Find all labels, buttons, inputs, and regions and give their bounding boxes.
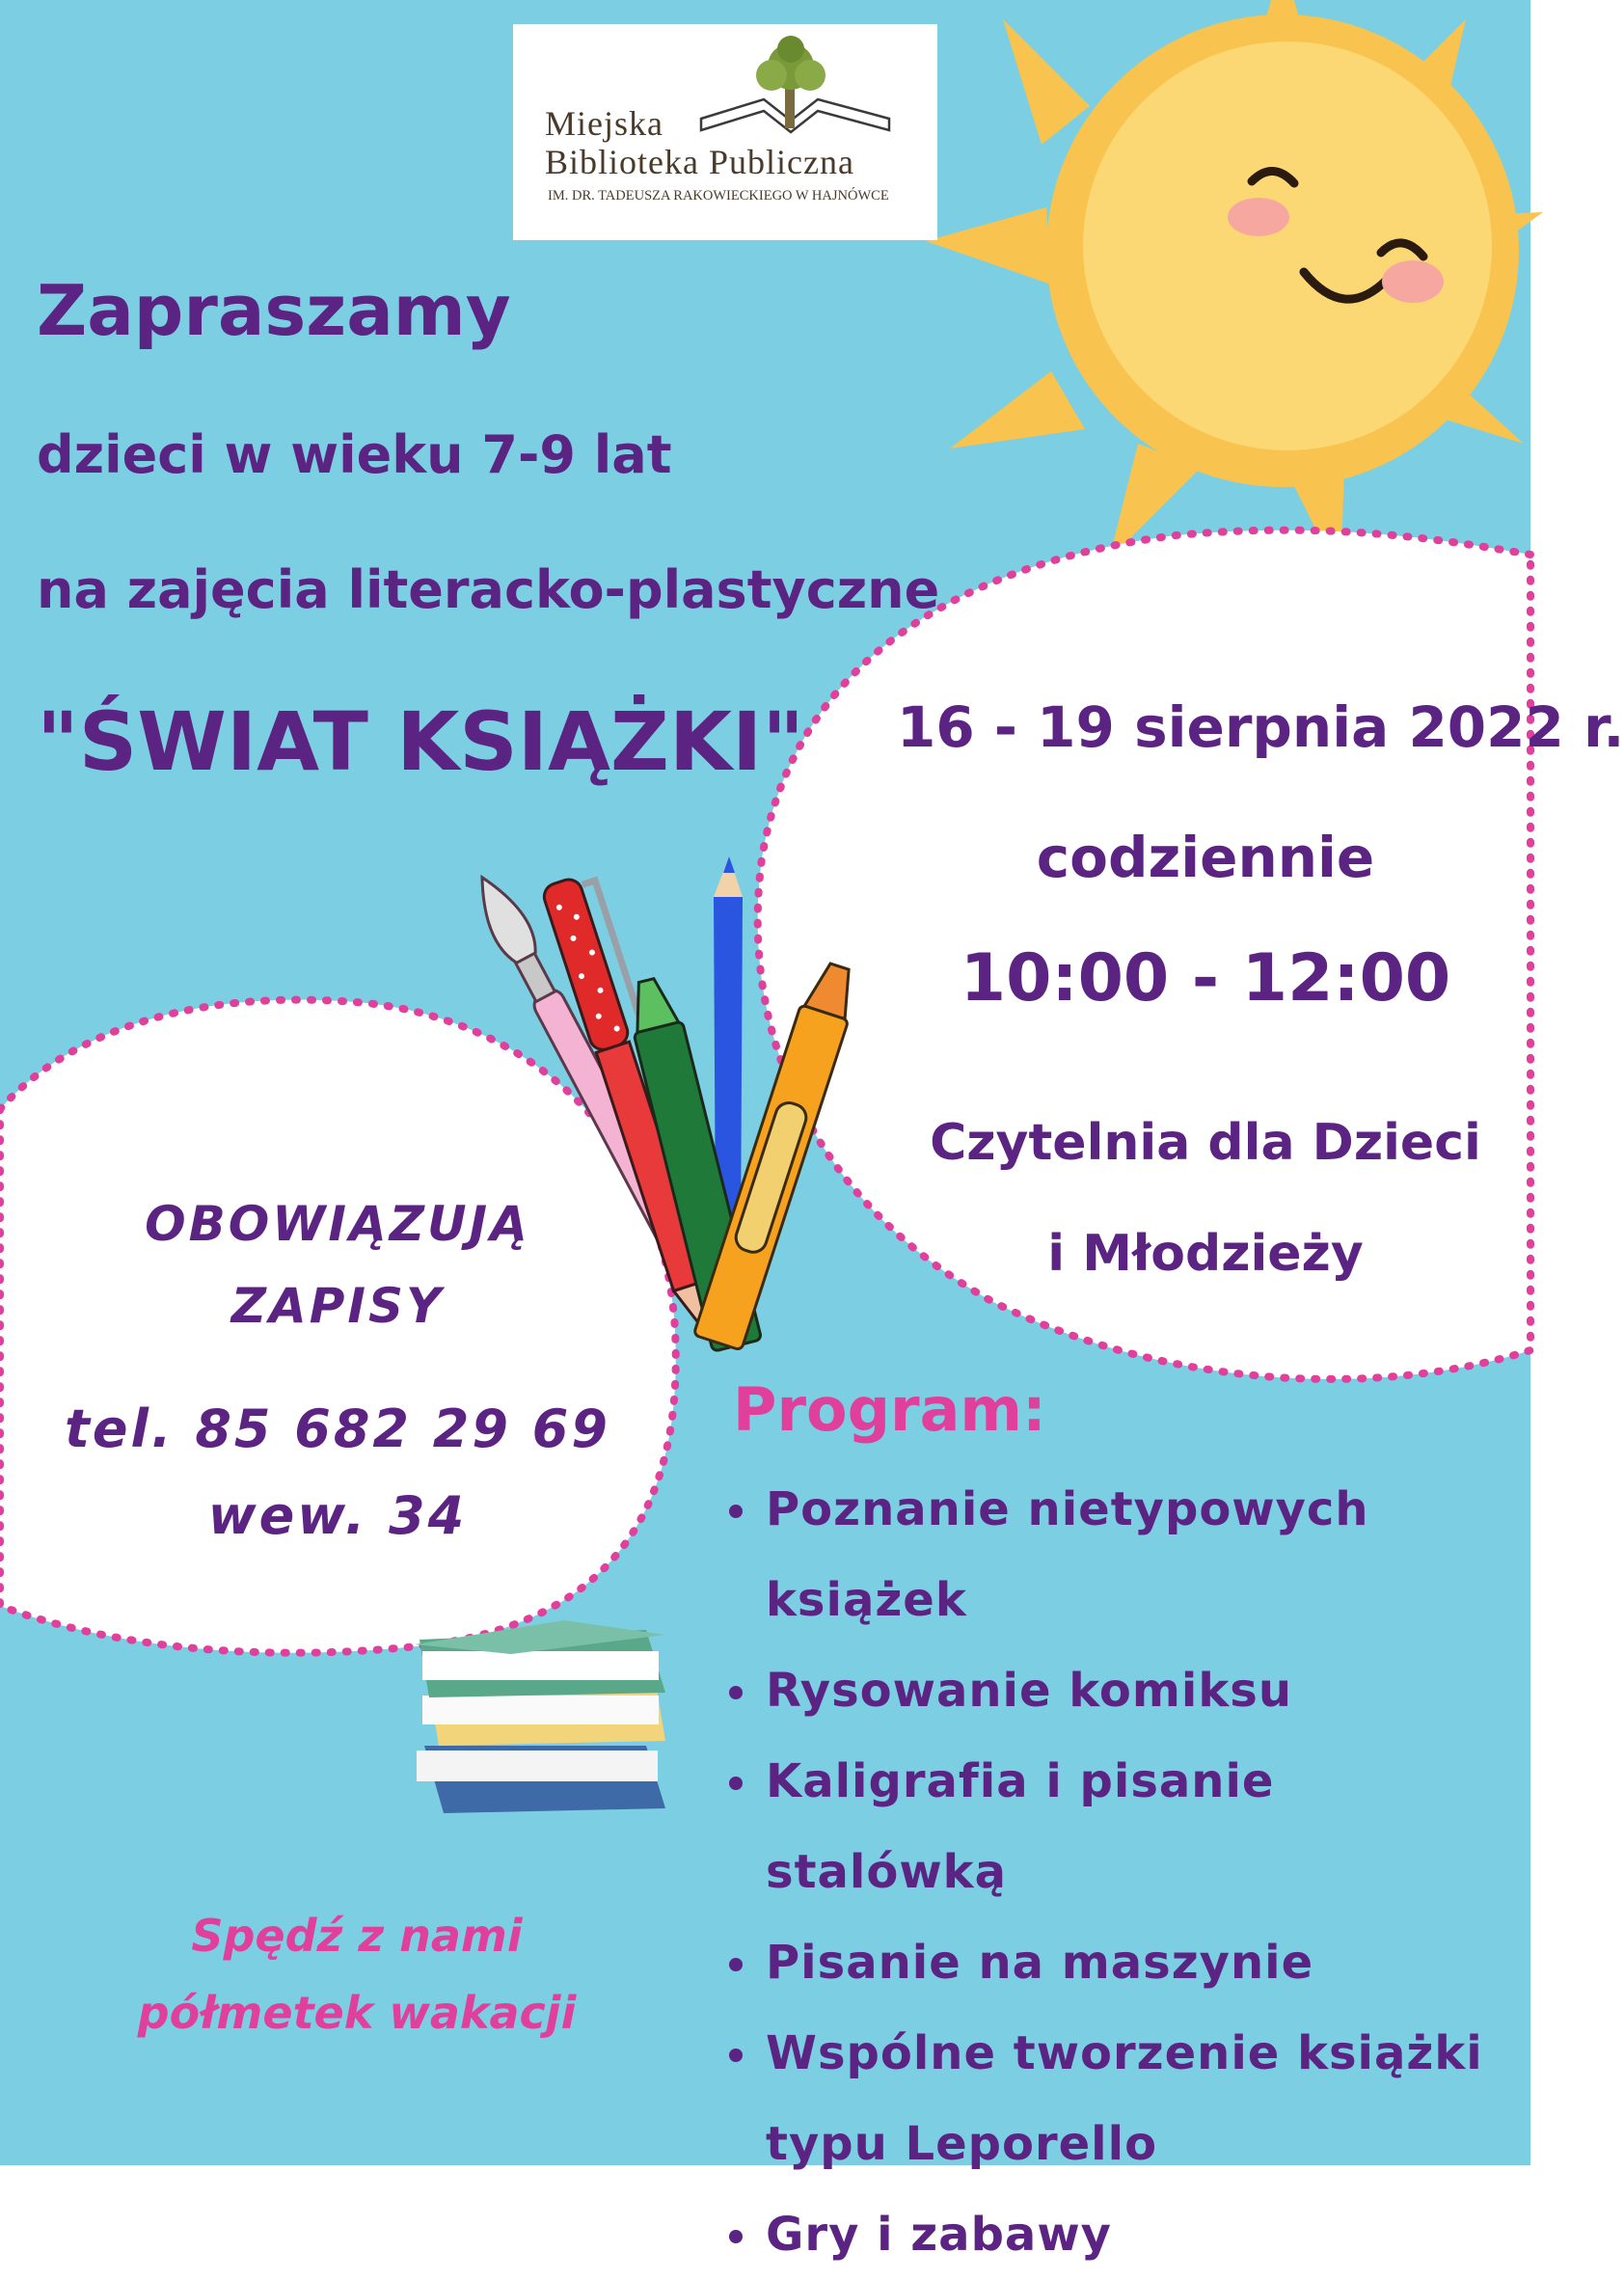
event-place-line2: i Młodzieży: [1047, 1225, 1364, 1283]
program-list: [725, 1464, 1516, 2280]
event-hours: 10:00 - 12:00: [960, 940, 1451, 1017]
logo-text-line2: Biblioteka Publiczna: [545, 143, 854, 181]
age-line: dzieci w wieku 7-9 lat: [37, 424, 672, 485]
list-item: Kaligrafia i pisanie stalówką: [725, 1736, 1516, 1917]
phone-number: tel. 85 682 29 69: [65, 1398, 610, 1459]
logo-text-line1: Miejska: [545, 104, 663, 143]
slogan-line2: półmetek wakacji: [137, 1987, 577, 2039]
library-logo: [513, 24, 937, 240]
event-title: "ŚWIAT KSIĄŻKI": [37, 694, 805, 789]
list-item: Poznanie nietypowych książek: [725, 1464, 1516, 1645]
workshop-type-line: na zajęcia literacko-plastyczne: [37, 559, 940, 620]
event-frequency: codziennie: [1036, 825, 1375, 890]
event-date: 16 - 19 sierpnia 2022 r.: [897, 694, 1624, 760]
logo-text-line3: IM. DR. TADEUSZA RAKOWIECKIEGO W HAJNÓWCE: [548, 188, 889, 204]
registration-line2: ZAPISY: [230, 1278, 445, 1334]
list-item: Wspólne tworzenie książki typu Leporello: [725, 2008, 1516, 2189]
smiling-sun-icon: [926, 0, 1543, 579]
list-item: Gry i zabawy: [725, 2189, 1516, 2280]
headline: Zapraszamy: [37, 270, 511, 351]
list-item: Rysowanie komiksu: [725, 1645, 1516, 1736]
program-heading: Program:: [733, 1374, 1046, 1445]
event-place-line1: Czytelnia dla Dzieci: [930, 1114, 1481, 1172]
stacked-books-icon: [415, 1620, 665, 1813]
list-item: Pisanie na maszynie: [725, 1917, 1516, 2008]
slogan-line1: Spędź z nami: [191, 1910, 523, 1962]
phone-extension: wew. 34: [207, 1485, 468, 1546]
registration-line1: OBOWIĄZUJĄ: [145, 1196, 530, 1252]
library-tree-logo-icon: [687, 32, 908, 148]
